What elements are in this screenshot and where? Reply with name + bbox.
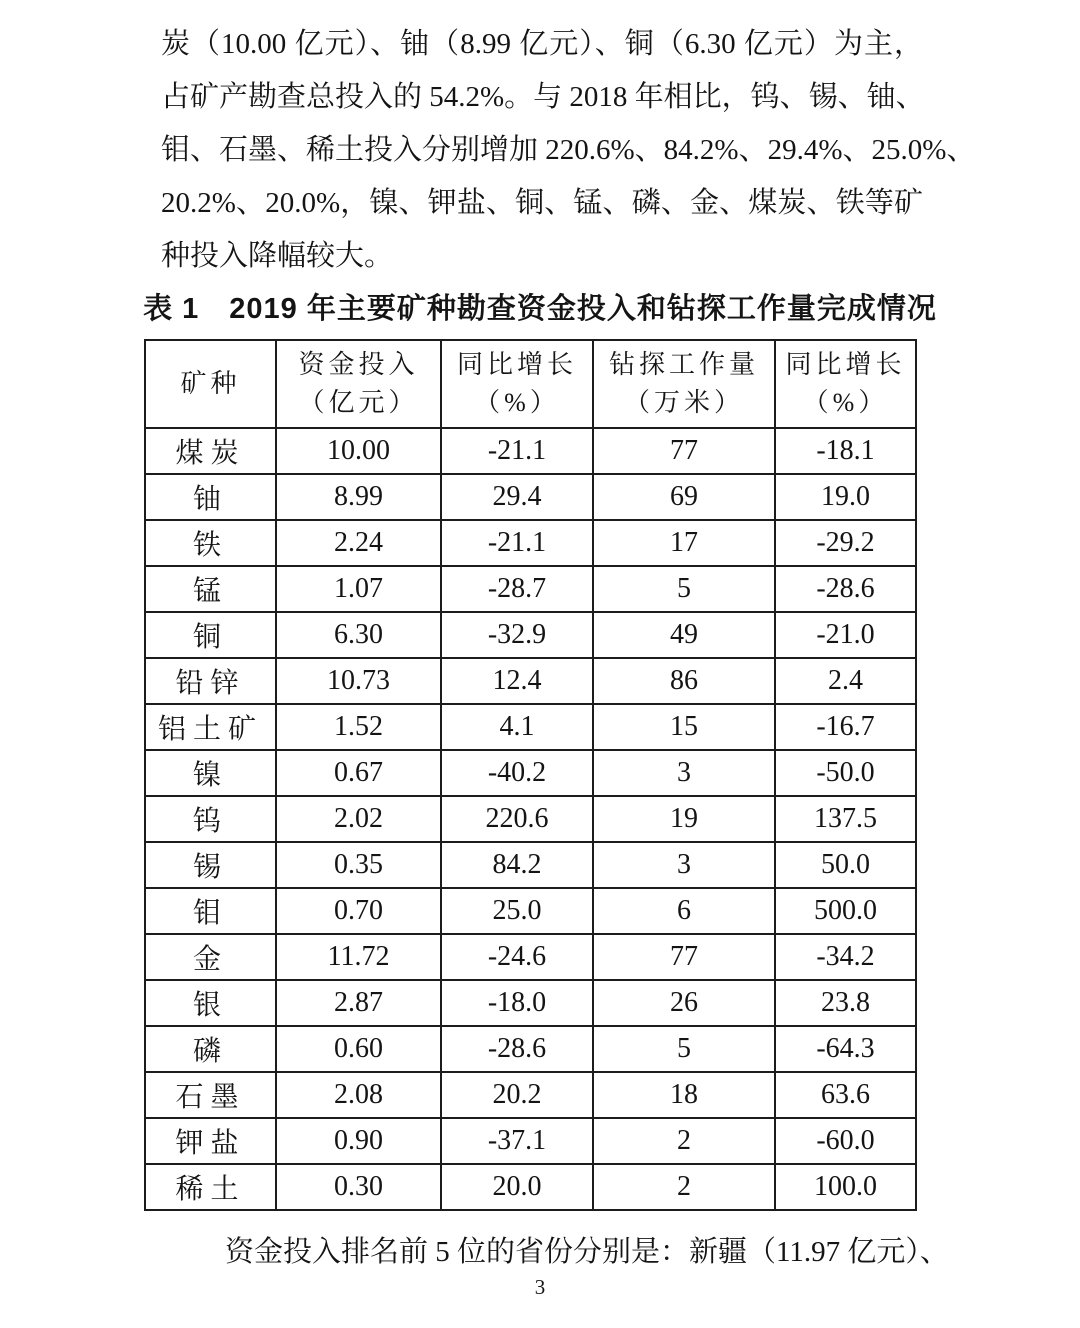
value-cell: 137.5 (775, 796, 916, 842)
paragraph-top (161, 18, 976, 283)
value-cell: 84.2 (441, 842, 593, 888)
value-cell: 2 (593, 1164, 775, 1210)
value-cell: 5 (593, 1026, 775, 1072)
table-row (145, 888, 916, 934)
mineral-name-cell: 石墨 (145, 1072, 276, 1118)
value-cell: 100.0 (775, 1164, 916, 1210)
mineral-name-cell: 锰 (145, 566, 276, 612)
table-row (145, 1164, 916, 1210)
value-cell: 4.1 (441, 704, 593, 750)
value-cell: 2.4 (775, 658, 916, 704)
table-row (145, 980, 916, 1026)
value-cell: 2.24 (276, 520, 441, 566)
value-cell: -37.1 (441, 1118, 593, 1164)
value-cell: -60.0 (775, 1118, 916, 1164)
paragraph-line: 20.2%、20.0%，镍、钾盐、铜、锰、磷、金、煤炭、铁等矿 (161, 187, 923, 219)
page-number: 3 (534, 1275, 546, 1299)
value-cell: 2.02 (276, 796, 441, 842)
value-cell: 49 (593, 612, 775, 658)
mineral-name-cell: 镍 (145, 750, 276, 796)
value-cell: 15 (593, 704, 775, 750)
value-cell: -34.2 (775, 934, 916, 980)
table-row (145, 1118, 916, 1164)
column-header: 资金投入 （亿元） (276, 340, 441, 428)
value-cell: -28.6 (775, 566, 916, 612)
column-header: 矿种 (145, 340, 276, 428)
value-cell: 6 (593, 888, 775, 934)
table-row (145, 520, 916, 566)
value-cell: 8.99 (276, 474, 441, 520)
column-header: 钻探工作量 （万米） (593, 340, 775, 428)
value-cell: 5 (593, 566, 775, 612)
value-cell: 1.07 (276, 566, 441, 612)
value-cell: 220.6 (441, 796, 593, 842)
table-row (145, 428, 916, 474)
value-cell: 0.70 (276, 888, 441, 934)
mineral-name-cell: 钨 (145, 796, 276, 842)
value-cell: 77 (593, 428, 775, 474)
value-cell: -28.7 (441, 566, 593, 612)
value-cell: 50.0 (775, 842, 916, 888)
mineral-name-cell: 铅锌 (145, 658, 276, 704)
value-cell: 18 (593, 1072, 775, 1118)
mineral-name-cell: 银 (145, 980, 276, 1026)
value-cell: -18.0 (441, 980, 593, 1026)
value-cell: 12.4 (441, 658, 593, 704)
value-cell: 2 (593, 1118, 775, 1164)
value-cell: 10.00 (276, 428, 441, 474)
table-row (145, 796, 916, 842)
mineral-name-cell: 磷 (145, 1026, 276, 1072)
paragraph-line: 炭（10.00 亿元）、铀（8.99 亿元）、铜（6.30 亿元）为主， (161, 28, 923, 60)
table-row (145, 1072, 916, 1118)
mineral-table (144, 339, 917, 1211)
value-cell: 3 (593, 842, 775, 888)
mineral-name-cell: 稀土 (145, 1164, 276, 1210)
value-cell: 25.0 (441, 888, 593, 934)
table-body (145, 428, 916, 1210)
mineral-name-cell: 钾盐 (145, 1118, 276, 1164)
table-row (145, 566, 916, 612)
value-cell: 2.08 (276, 1072, 441, 1118)
paragraph-line: 钼、石墨、稀土投入分别增加 220.6%、84.2%、29.4%、25.0%、 (161, 134, 976, 166)
value-cell: -18.1 (775, 428, 916, 474)
value-cell: 20.2 (441, 1072, 593, 1118)
table-header (145, 340, 916, 428)
value-cell: -21.0 (775, 612, 916, 658)
mineral-name-cell: 钼 (145, 888, 276, 934)
value-cell: 17 (593, 520, 775, 566)
value-cell: 86 (593, 658, 775, 704)
table-row (145, 704, 916, 750)
mineral-name-cell: 金 (145, 934, 276, 980)
table-row (145, 474, 916, 520)
table-row (145, 1026, 916, 1072)
value-cell: 29.4 (441, 474, 593, 520)
table-header-row (145, 340, 916, 428)
value-cell: 2.87 (276, 980, 441, 1026)
paragraph-line: 占矿产勘查总投入的 54.2%。与 2018 年相比，钨、锡、铀、 (161, 81, 925, 113)
value-cell: 0.60 (276, 1026, 441, 1072)
table-row (145, 934, 916, 980)
mineral-name-cell: 煤炭 (145, 428, 276, 474)
value-cell: -64.3 (775, 1026, 916, 1072)
value-cell: -29.2 (775, 520, 916, 566)
value-cell: 69 (593, 474, 775, 520)
value-cell: 0.30 (276, 1164, 441, 1210)
value-cell: 63.6 (775, 1072, 916, 1118)
value-cell: 500.0 (775, 888, 916, 934)
paragraph-line: 种投入降幅较大。 (161, 240, 394, 272)
value-cell: 0.90 (276, 1118, 441, 1164)
value-cell: 20.0 (441, 1164, 593, 1210)
value-cell: 0.67 (276, 750, 441, 796)
value-cell: 0.35 (276, 842, 441, 888)
table-row (145, 842, 916, 888)
paragraph-bottom: 资金投入排名前 5 位的省份分别是：新疆（11.97 亿元）、 (225, 1236, 949, 1268)
value-cell: -21.1 (441, 428, 593, 474)
mineral-name-cell: 铀 (145, 474, 276, 520)
value-cell: -24.6 (441, 934, 593, 980)
value-cell: 23.8 (775, 980, 916, 1026)
column-header: 同比增长 （%） (441, 340, 593, 428)
value-cell: -16.7 (775, 704, 916, 750)
mineral-name-cell: 铁 (145, 520, 276, 566)
table-row (145, 658, 916, 704)
value-cell: 77 (593, 934, 775, 980)
table-caption: 表 1 2019 年主要矿种勘查资金投入和钻探工作量完成情况 (143, 293, 937, 325)
value-cell: 11.72 (276, 934, 441, 980)
column-header: 同比增长 （%） (775, 340, 916, 428)
value-cell: -40.2 (441, 750, 593, 796)
mineral-name-cell: 铝土矿 (145, 704, 276, 750)
value-cell: 1.52 (276, 704, 441, 750)
mineral-name-cell: 锡 (145, 842, 276, 888)
value-cell: 19 (593, 796, 775, 842)
value-cell: 3 (593, 750, 775, 796)
value-cell: -50.0 (775, 750, 916, 796)
value-cell: 19.0 (775, 474, 916, 520)
table-row (145, 612, 916, 658)
value-cell: 6.30 (276, 612, 441, 658)
table-row (145, 750, 916, 796)
value-cell: -28.6 (441, 1026, 593, 1072)
mineral-name-cell: 铜 (145, 612, 276, 658)
value-cell: -21.1 (441, 520, 593, 566)
value-cell: 10.73 (276, 658, 441, 704)
value-cell: 26 (593, 980, 775, 1026)
value-cell: -32.9 (441, 612, 593, 658)
